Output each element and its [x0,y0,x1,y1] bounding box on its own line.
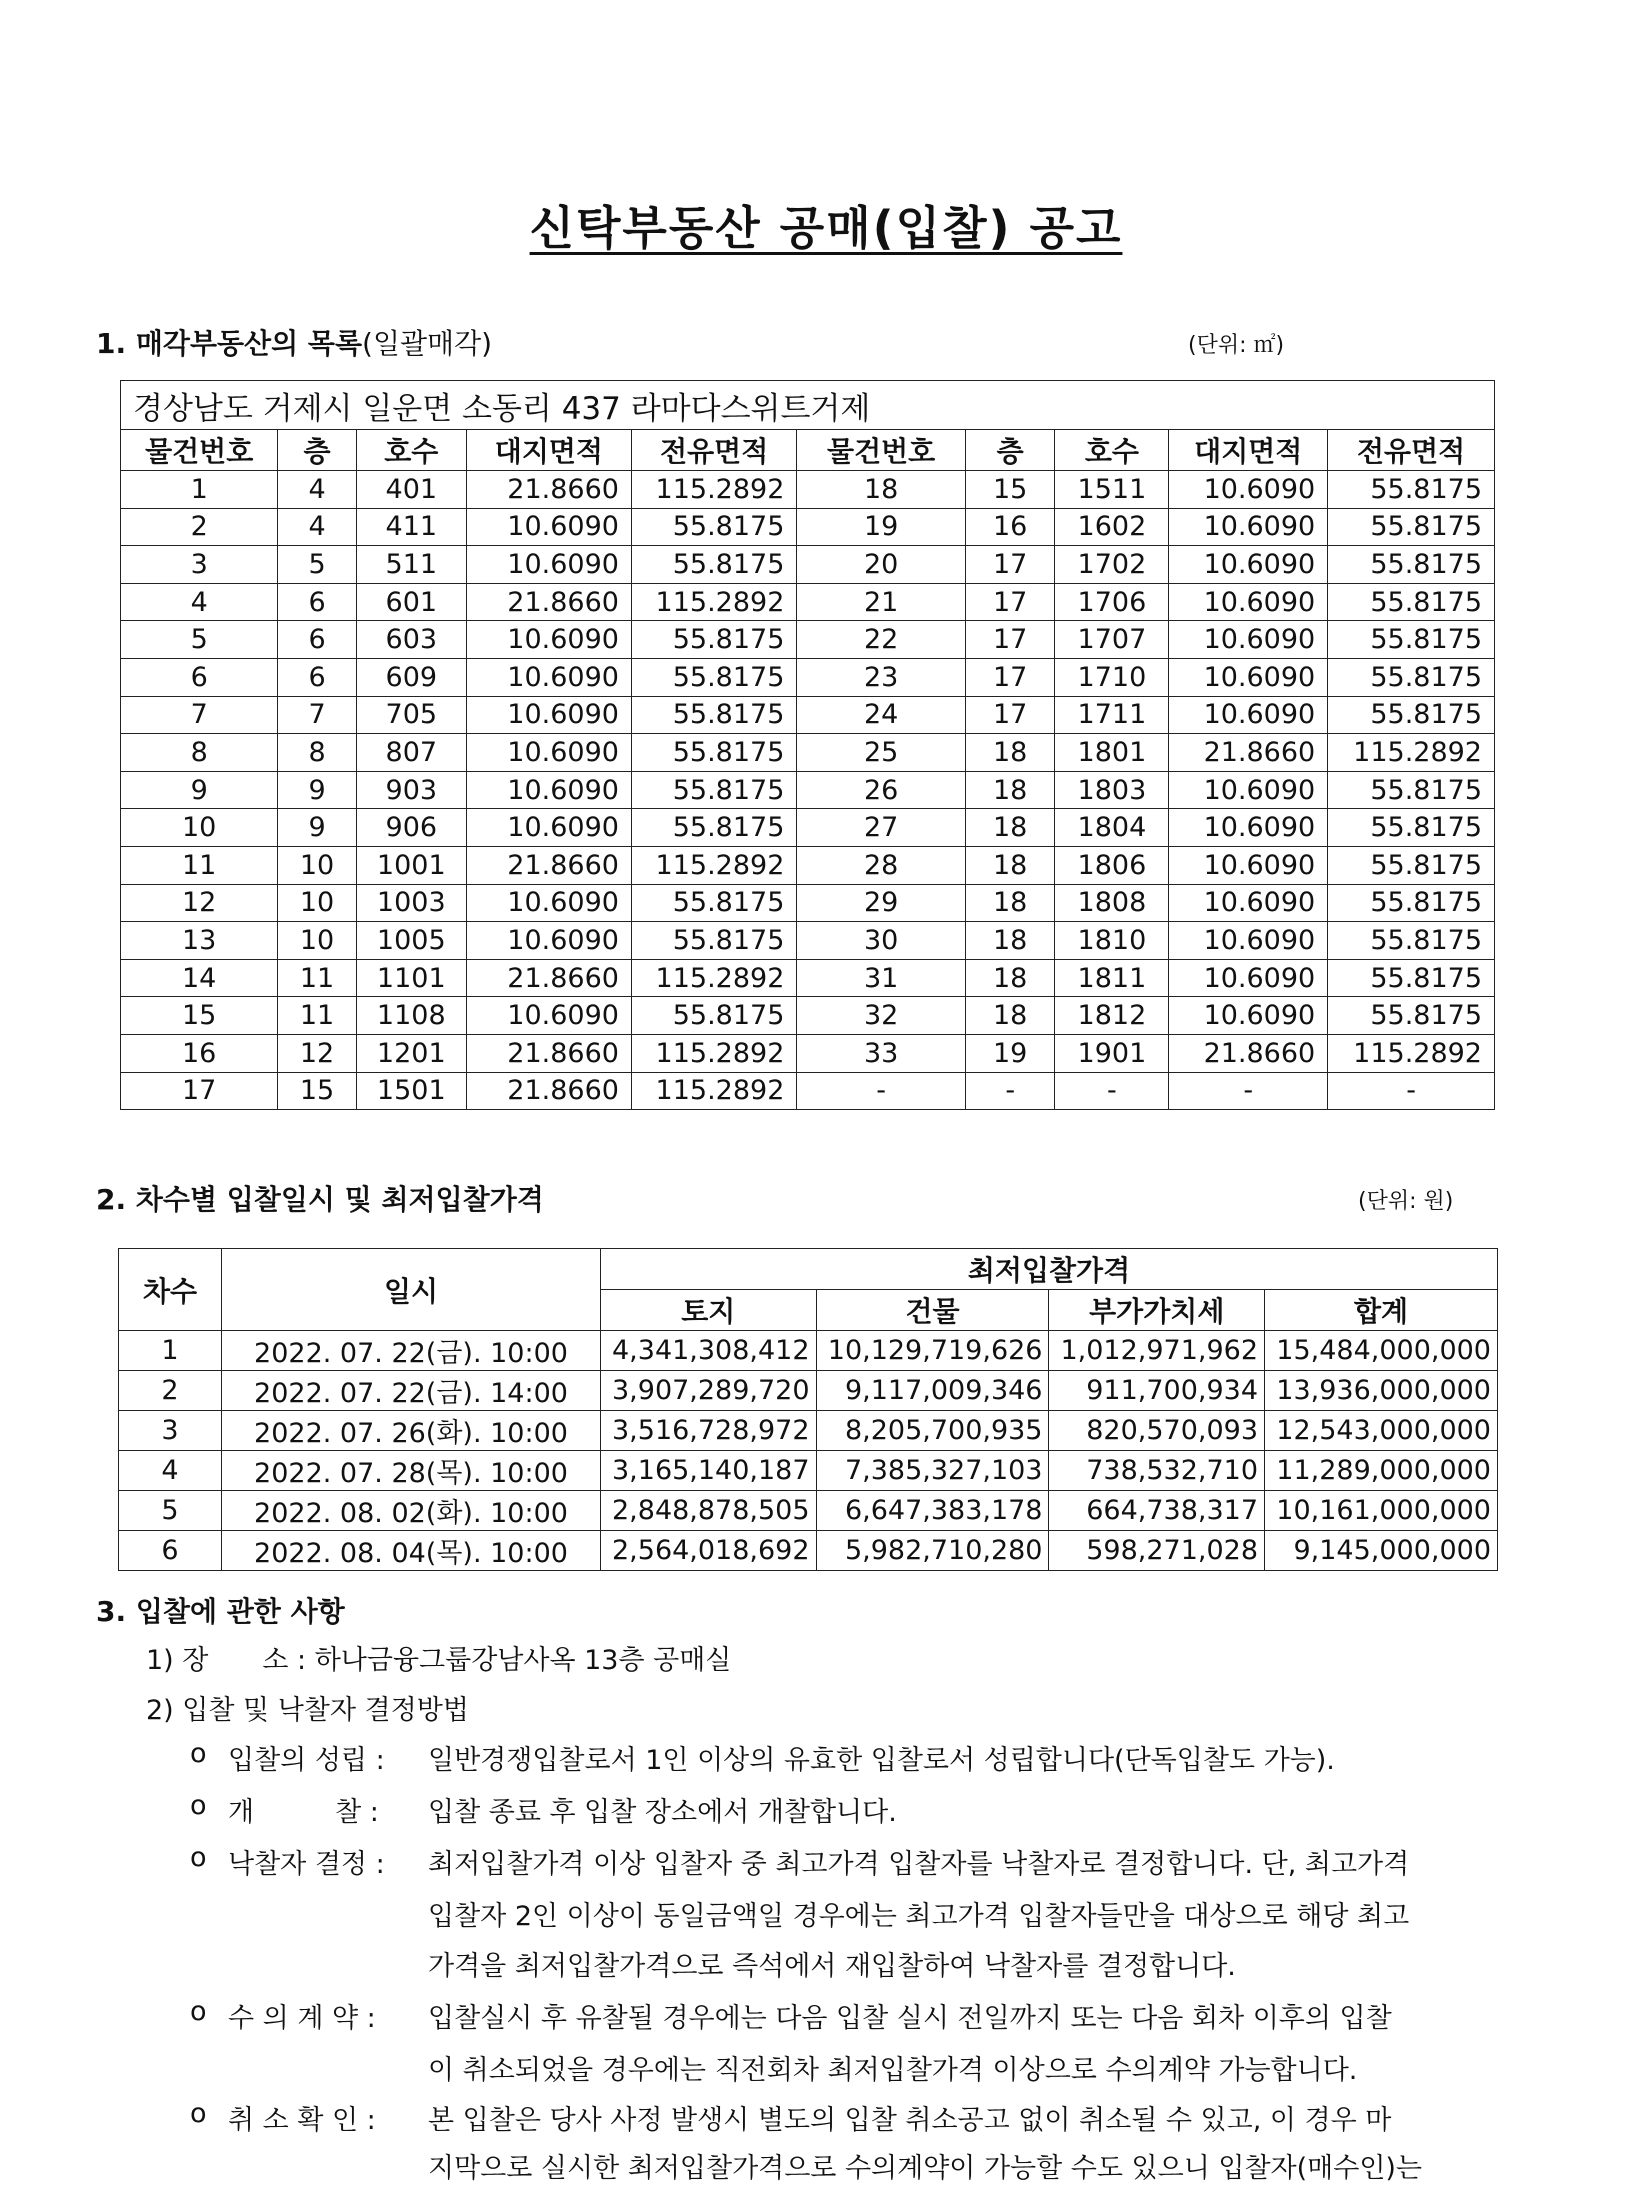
table-cell: 115.2892 [631,1034,796,1072]
table-cell: 55.8175 [1328,471,1495,509]
table-cell: 21.8660 [466,1034,631,1072]
table-row [119,1531,1498,1571]
table-cell: 7 [121,696,278,734]
table-cell: 30 [797,922,966,960]
table-cell: 9 [121,771,278,809]
table-cell: 10.6090 [466,771,631,809]
bid-schedule-table [118,1248,1498,1571]
table-cell: 2 [121,508,278,546]
table-cell: 911,700,934 [1049,1371,1265,1411]
table-cell: 29 [797,884,966,922]
table-cell: 55.8175 [631,696,796,734]
table-cell: 10.6090 [1169,997,1328,1035]
table-cell: 24 [797,696,966,734]
table-cell: 4 [121,583,278,621]
table-cell: 1511 [1055,471,1169,509]
table-cell: 18 [797,471,966,509]
table-cell: 2,848,878,505 [601,1491,817,1531]
table-cell: 55.8175 [1328,508,1495,546]
table-cell: 3,516,728,972 [601,1411,817,1451]
col-header: 물건번호 [121,430,278,471]
table-cell: 115.2892 [631,583,796,621]
table-cell: 9 [278,771,356,809]
col-header: 대지면적 [1169,430,1328,471]
col-header: 전유면적 [631,430,796,471]
table-cell: 17 [965,696,1055,734]
table-cell: 1001 [356,846,466,884]
table-cell: 16 [121,1034,278,1072]
table-cell: 21.8660 [466,583,631,621]
price-subcol-header: 토지 [601,1290,817,1331]
table-cell: 21.8660 [466,846,631,884]
table-cell: 10.6090 [1169,959,1328,997]
table-cell: 23 [797,658,966,696]
table-cell: 5 [119,1491,222,1531]
table-cell: 1803 [1055,771,1169,809]
table-cell: 2022. 07. 28(목). 10:00 [222,1451,601,1491]
table-cell: 10.6090 [466,997,631,1035]
table-cell: 8 [278,734,356,772]
table-row [121,809,1495,847]
table-cell: 10.6090 [466,508,631,546]
table-cell: 55.8175 [631,809,796,847]
table-cell: 10.6090 [1169,846,1328,884]
table-cell: - [965,1072,1055,1110]
table-cell: 19 [965,1034,1055,1072]
section2-heading: 2. 차수별 입찰일시 및 최저입찰가격 [96,1183,544,1216]
table-cell: 601 [356,583,466,621]
table-cell: 1005 [356,922,466,960]
table-row [121,959,1495,997]
table-cell: 31 [797,959,966,997]
table-cell: 411 [356,508,466,546]
table-cell: 1808 [1055,884,1169,922]
bullet-icon: o [190,1790,207,1821]
table-cell: 1804 [1055,809,1169,847]
table-cell: 15 [121,997,278,1035]
table-row [121,508,1495,546]
table-row [121,621,1495,659]
table-cell: 27 [797,809,966,847]
table-cell: 10.6090 [466,734,631,772]
table-cell: 32 [797,997,966,1035]
table-cell: 1901 [1055,1034,1169,1072]
table-cell: 1706 [1055,583,1169,621]
table-cell: 598,271,028 [1049,1531,1265,1571]
table-row [121,658,1495,696]
table-cell: 10,129,719,626 [816,1331,1049,1371]
table-row [121,922,1495,960]
table-cell: 13 [121,922,278,960]
b1-label: 입찰의 성립 : [228,1745,385,1776]
table-cell: 19 [797,508,966,546]
table-row [121,1034,1495,1072]
table-cell: 1108 [356,997,466,1035]
table-row [121,884,1495,922]
table-cell: 1810 [1055,922,1169,960]
bullet-icon: o [190,2098,207,2129]
b5-line1: 본 입찰은 당사 사정 발생시 별도의 입찰 취소공고 없이 취소될 수 있고, 이 경우 마 [428,2105,1392,2136]
table-cell: 1 [121,471,278,509]
table-cell: 11 [278,959,356,997]
table-row [119,1411,1498,1451]
table-cell: 9 [278,809,356,847]
table-cell: 6 [278,583,356,621]
col-header: 층 [278,430,356,471]
table-cell: 906 [356,809,466,847]
table-cell: 10 [278,922,356,960]
table-row [119,1371,1498,1411]
property-address: 경상남도 거제시 일운면 소동리 437 라마다스위트거제 [121,381,1495,430]
table-cell: 7 [278,696,356,734]
table-cell: 5 [278,546,356,584]
table-cell: 115.2892 [631,1072,796,1110]
table-cell: 28 [797,846,966,884]
col-header: 호수 [356,430,466,471]
section3-heading: 3. 입찰에 관한 사항 [96,1595,345,1628]
table-cell: 9,117,009,346 [816,1371,1049,1411]
table-cell: 4 [278,471,356,509]
table-cell: 1602 [1055,508,1169,546]
table-cell: 6 [278,658,356,696]
table-cell: 1501 [356,1072,466,1110]
section2-unit: (단위: 원) [1358,1189,1454,1214]
table-cell: 1201 [356,1034,466,1072]
table-cell: 10,161,000,000 [1265,1491,1498,1531]
table-cell: 10 [278,884,356,922]
table-cell: 10.6090 [1169,508,1328,546]
table-row [121,734,1495,772]
table-cell: 18 [965,997,1055,1035]
table-row [121,1072,1495,1110]
table-cell: 10.6090 [1169,696,1328,734]
table-cell: 14 [121,959,278,997]
table-cell: 55.8175 [631,734,796,772]
table-cell: 6 [278,621,356,659]
table-cell: 26 [797,771,966,809]
table-cell: 13,936,000,000 [1265,1371,1498,1411]
table-cell: 2022. 08. 02(화). 10:00 [222,1491,601,1531]
b5-label: 취 소 확 인 : [228,2105,376,2136]
table-cell: 4 [119,1451,222,1491]
col-header: 전유면적 [1328,430,1495,471]
table-cell: 10.6090 [466,922,631,960]
table-cell: 5 [121,621,278,659]
table-cell: 10.6090 [1169,546,1328,584]
col-header: 호수 [1055,430,1169,471]
table-cell: 1,012,971,962 [1049,1331,1265,1371]
table-cell: 18 [965,809,1055,847]
section1-heading: 1. 매각부동산의 목록(일괄매각) [96,327,493,360]
table-row [121,696,1495,734]
table-cell: 10.6090 [466,658,631,696]
table-row [121,997,1495,1035]
table-cell: 1710 [1055,658,1169,696]
table-cell: 609 [356,658,466,696]
table-cell: 18 [965,922,1055,960]
table-cell: 3,907,289,720 [601,1371,817,1411]
table-cell: 10.6090 [1169,922,1328,960]
b4-label: 수 의 계 약 : [228,2003,376,2034]
table-cell: 55.8175 [631,771,796,809]
table-cell: 55.8175 [631,508,796,546]
table-row [119,1331,1498,1371]
table-cell: 12,543,000,000 [1265,1411,1498,1451]
table-cell: 115.2892 [1328,734,1495,772]
table-cell: 22 [797,621,966,659]
bid-method-heading: 2) 입찰 및 낙찰자 결정방법 [146,1695,469,1726]
b4-line1: 입찰실시 후 유찰될 경우에는 다음 입찰 실시 전일까지 또는 다음 회차 이후의 입찰 [428,2003,1392,2034]
bullet-icon: o [190,1996,207,2027]
table-cell: 2,564,018,692 [601,1531,817,1571]
table-cell: 55.8175 [631,997,796,1035]
table-cell: 1101 [356,959,466,997]
table-cell: 10.6090 [1169,583,1328,621]
table-cell: 6 [121,658,278,696]
table-cell: 2022. 07. 22(금). 14:00 [222,1371,601,1411]
table-cell: 2 [119,1371,222,1411]
table-cell: 55.8175 [1328,771,1495,809]
table-cell: 17 [965,621,1055,659]
b1-text: 일반경쟁입찰로서 1인 이상의 유효한 입찰로서 성립합니다(단독입찰도 가능). [428,1745,1335,1776]
table-cell: 10.6090 [1169,809,1328,847]
table-cell: 25 [797,734,966,772]
table-cell: 2022. 07. 26(화). 10:00 [222,1411,601,1451]
col-header: 대지면적 [466,430,631,471]
table-cell: 603 [356,621,466,659]
property-header-row [121,430,1495,471]
table-cell: - [1055,1072,1169,1110]
table-cell: 10.6090 [1169,621,1328,659]
table-cell: 55.8175 [631,922,796,960]
table-cell: 17 [965,583,1055,621]
table-cell: 55.8175 [1328,997,1495,1035]
table-cell: 55.8175 [1328,583,1495,621]
table-cell: 18 [965,959,1055,997]
table-cell: 16 [965,508,1055,546]
table-cell: 1801 [1055,734,1169,772]
col-header: 물건번호 [797,430,966,471]
b3-line2: 입찰자 2인 이상이 동일금액일 경우에는 최고가격 입찰자들만을 대상으로 해당 최고 [428,1901,1410,1932]
table-cell: 820,570,093 [1049,1411,1265,1451]
table-cell: 5,982,710,280 [816,1531,1049,1571]
table-cell: 15,484,000,000 [1265,1331,1498,1371]
table-cell: 1707 [1055,621,1169,659]
table-cell: 10.6090 [466,696,631,734]
table-cell: 3 [121,546,278,584]
table-cell: 55.8175 [1328,884,1495,922]
table-cell: 401 [356,471,466,509]
table-cell: 2022. 07. 22(금). 10:00 [222,1331,601,1371]
table-cell: 33 [797,1034,966,1072]
table-cell: 18 [965,734,1055,772]
table-cell: 1806 [1055,846,1169,884]
table-row [119,1451,1498,1491]
table-cell: 15 [965,471,1055,509]
table-cell: 10.6090 [466,809,631,847]
table-row [121,546,1495,584]
table-cell: 9,145,000,000 [1265,1531,1498,1571]
b3-line3: 가격을 최저입찰가격으로 즉석에서 재입찰하여 낙찰자를 결정합니다. [428,1951,1236,1982]
table-row [121,583,1495,621]
property-list-table [120,380,1495,1110]
price-header-row [119,1249,1498,1290]
table-cell: 1003 [356,884,466,922]
table-cell: 6 [119,1531,222,1571]
table-cell: 21 [797,583,966,621]
table-cell: 10 [121,809,278,847]
table-cell: 115.2892 [1328,1034,1495,1072]
col-header: 층 [965,430,1055,471]
table-cell: 18 [965,884,1055,922]
price-subcol-header: 건물 [816,1290,1049,1331]
section1-unit: (단위: ㎡) [1188,333,1285,358]
table-row [121,771,1495,809]
table-cell: 55.8175 [631,621,796,659]
price-subcol-header: 부가가치세 [1049,1290,1265,1331]
table-cell: 7,385,327,103 [816,1451,1049,1491]
table-cell: 511 [356,546,466,584]
table-cell: 17 [965,658,1055,696]
table-cell: - [1328,1072,1495,1110]
table-cell: 21.8660 [466,471,631,509]
table-cell: - [797,1072,966,1110]
table-cell: 4,341,308,412 [601,1331,817,1371]
bid-place: 1) 장 소 : 하나금융그룹강남사옥 13층 공매실 [146,1645,732,1676]
b3-label: 낙찰자 결정 : [228,1849,385,1880]
table-cell: 15 [278,1072,356,1110]
table-cell: 10.6090 [1169,771,1328,809]
table-cell: 1811 [1055,959,1169,997]
table-cell: 1702 [1055,546,1169,584]
table-row [119,1491,1498,1531]
table-cell: 55.8175 [1328,809,1495,847]
table-cell: 55.8175 [1328,546,1495,584]
table-cell: 21.8660 [1169,1034,1328,1072]
table-cell: 11 [121,846,278,884]
table-cell: 2022. 08. 04(목). 10:00 [222,1531,601,1571]
table-cell: 1812 [1055,997,1169,1035]
table-cell: 10.6090 [466,884,631,922]
table-cell: 8,205,700,935 [816,1411,1049,1451]
table-cell: 115.2892 [631,846,796,884]
col-min-price: 최저입찰가격 [601,1249,1498,1290]
b2-label: 개 찰 : [228,1797,379,1828]
table-cell: 10.6090 [466,621,631,659]
table-cell: 8 [121,734,278,772]
table-row [121,846,1495,884]
table-cell: 10.6090 [1169,471,1328,509]
table-row [121,471,1495,509]
table-cell: 55.8175 [1328,696,1495,734]
bullet-icon: o [190,1842,207,1873]
table-cell: 10.6090 [1169,884,1328,922]
table-cell: 11,289,000,000 [1265,1451,1498,1491]
col-round: 차수 [119,1249,222,1331]
table-cell: 55.8175 [631,546,796,584]
table-cell: 115.2892 [631,959,796,997]
table-cell: 18 [965,846,1055,884]
table-cell: 21.8660 [466,959,631,997]
table-cell: 3 [119,1411,222,1451]
col-datetime: 일시 [222,1249,601,1331]
table-cell: 1 [119,1331,222,1371]
price-subcol-header: 합계 [1265,1290,1498,1331]
b5-line2: 지막으로 실시한 최저입찰가격으로 수의계약이 가능할 수도 있으니 입찰자(매수인)는 [428,2153,1423,2184]
table-cell: 12 [278,1034,356,1072]
table-cell: 807 [356,734,466,772]
table-cell: - [1169,1072,1328,1110]
table-cell: 4 [278,508,356,546]
table-cell: 55.8175 [631,658,796,696]
table-cell: 17 [121,1072,278,1110]
table-cell: 10 [278,846,356,884]
table-cell: 10.6090 [466,546,631,584]
bullet-icon: o [190,1738,207,1769]
table-cell: 6,647,383,178 [816,1491,1049,1531]
table-cell: 10.6090 [1169,658,1328,696]
table-cell: 18 [965,771,1055,809]
table-cell: 55.8175 [631,884,796,922]
table-cell: 55.8175 [1328,959,1495,997]
table-cell: 115.2892 [631,471,796,509]
b4-line2: 이 취소되었을 경우에는 직전회차 최저입찰가격 이상으로 수의계약 가능합니다. [428,2055,1358,2086]
table-cell: 705 [356,696,466,734]
table-cell: 20 [797,546,966,584]
table-cell: 55.8175 [1328,922,1495,960]
table-cell: 738,532,710 [1049,1451,1265,1491]
table-cell: 21.8660 [466,1072,631,1110]
table-cell: 55.8175 [1328,658,1495,696]
b2-text: 입찰 종료 후 입찰 장소에서 개찰합니다. [428,1797,897,1828]
table-cell: 17 [965,546,1055,584]
table-cell: 12 [121,884,278,922]
table-cell: 11 [278,997,356,1035]
table-cell: 664,738,317 [1049,1491,1265,1531]
table-cell: 903 [356,771,466,809]
document-title: 신탁부동산 공매(입찰) 공고 [529,201,1123,255]
b3-line1: 최저입찰가격 이상 입찰자 중 최고가격 입찰자를 낙찰자로 결정합니다. 단, 최고가격 [428,1849,1410,1880]
table-cell: 1711 [1055,696,1169,734]
table-cell: 55.8175 [1328,621,1495,659]
table-cell: 3,165,140,187 [601,1451,817,1491]
table-cell: 55.8175 [1328,846,1495,884]
table-cell: 21.8660 [1169,734,1328,772]
